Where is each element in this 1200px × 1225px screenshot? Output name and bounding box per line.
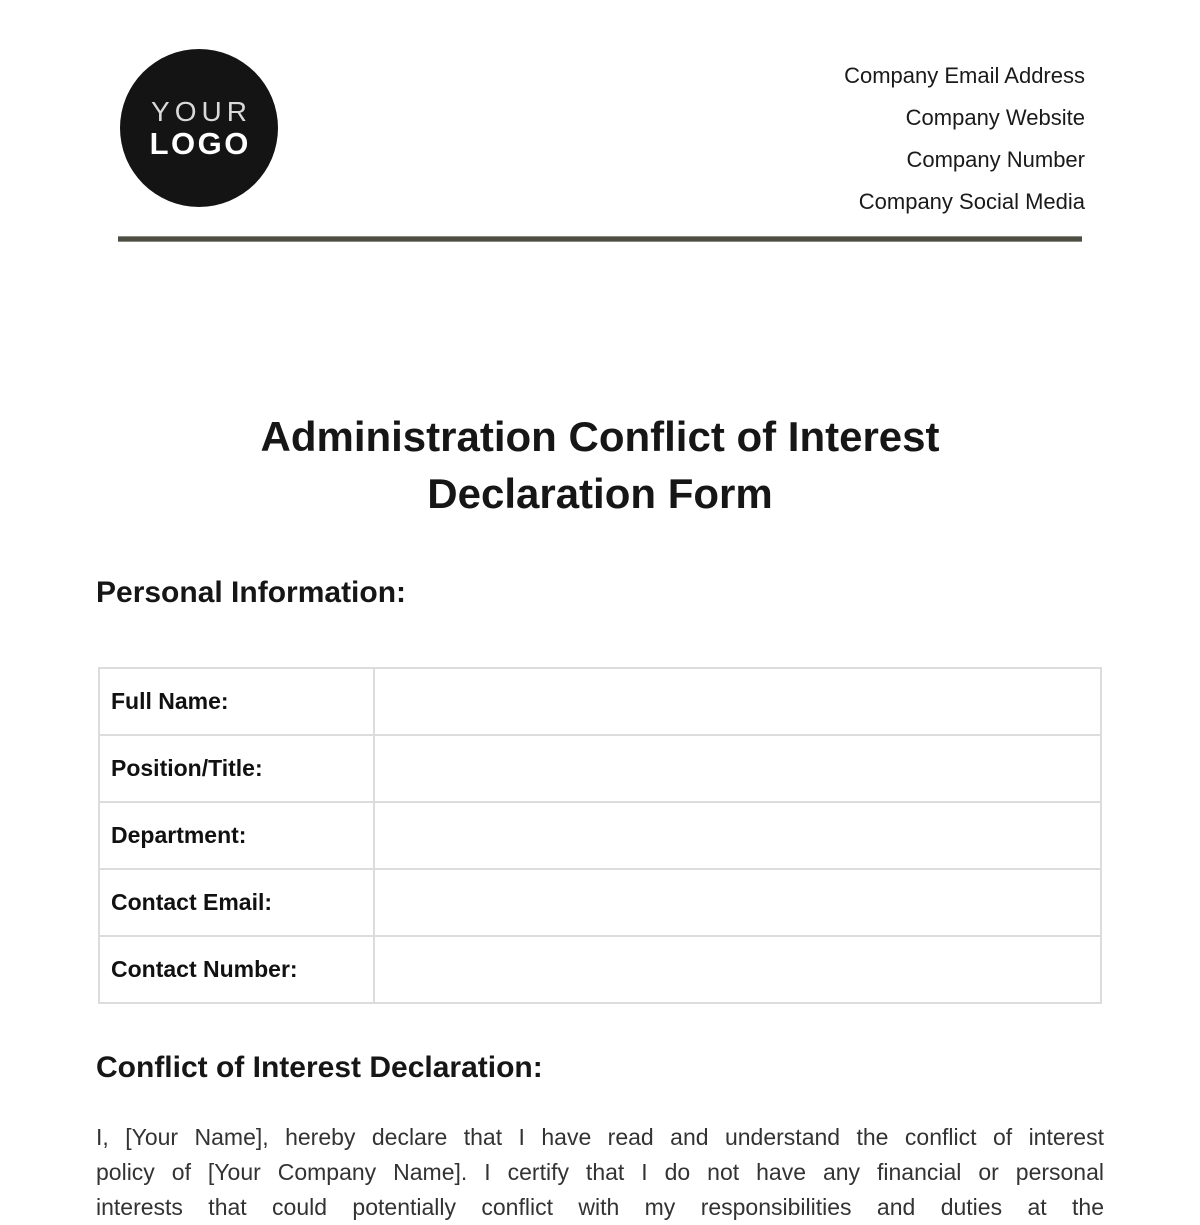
table-row-full-name bbox=[99, 668, 1101, 735]
contact-number-value-cell[interactable] bbox=[374, 936, 1101, 1003]
contact-email-value-cell[interactable] bbox=[374, 869, 1101, 936]
position-title-label: Position/Title: bbox=[99, 735, 374, 802]
header-divider bbox=[118, 236, 1082, 242]
position-title-value-cell[interactable] bbox=[374, 735, 1101, 802]
declaration-line-2: policy of [Your Company Name]. I certify that I do not have any financial or personal bbox=[96, 1159, 1104, 1185]
personal-information-heading: Personal Information: bbox=[96, 576, 407, 609]
personal-information-table bbox=[98, 667, 1102, 1004]
company-social-media-text: Company Social Media bbox=[858, 189, 1085, 214]
table-row-position-title bbox=[99, 735, 1101, 802]
table-row-department bbox=[99, 802, 1101, 869]
declaration-heading: Conflict of Interest Declaration: bbox=[96, 1051, 543, 1084]
contact-number-label: Contact Number: bbox=[99, 936, 374, 1003]
table-row-contact-number bbox=[99, 936, 1101, 1003]
company-logo bbox=[120, 49, 278, 207]
department-label: Department: bbox=[99, 802, 374, 869]
full-name-label: Full Name: bbox=[99, 668, 374, 735]
company-contact-block bbox=[844, 49, 1085, 223]
table-row-contact-email bbox=[99, 869, 1101, 936]
declaration-line-1: I, [Your Name], hereby declare that I have read and understand the conflict of interest bbox=[96, 1124, 1104, 1150]
page-title: Administration Conflict of Interest Declaration Form bbox=[260, 413, 940, 517]
header bbox=[0, 0, 1200, 214]
logo-text-your: YOUR bbox=[151, 95, 252, 127]
logo-text-logo: LOGO bbox=[149, 125, 251, 161]
declaration-line-3: interests that could potentially conflict with my responsibilities and duties at the bbox=[96, 1194, 1104, 1220]
contact-email-label: Contact Email: bbox=[99, 869, 374, 936]
department-value-cell[interactable] bbox=[374, 802, 1101, 869]
declaration-paragraph bbox=[96, 1120, 1104, 1225]
company-email-text: Company Email Address bbox=[844, 63, 1085, 88]
company-website-text: Company Website bbox=[905, 105, 1085, 130]
full-name-value-cell[interactable] bbox=[374, 668, 1101, 735]
company-number-text: Company Number bbox=[906, 147, 1085, 172]
